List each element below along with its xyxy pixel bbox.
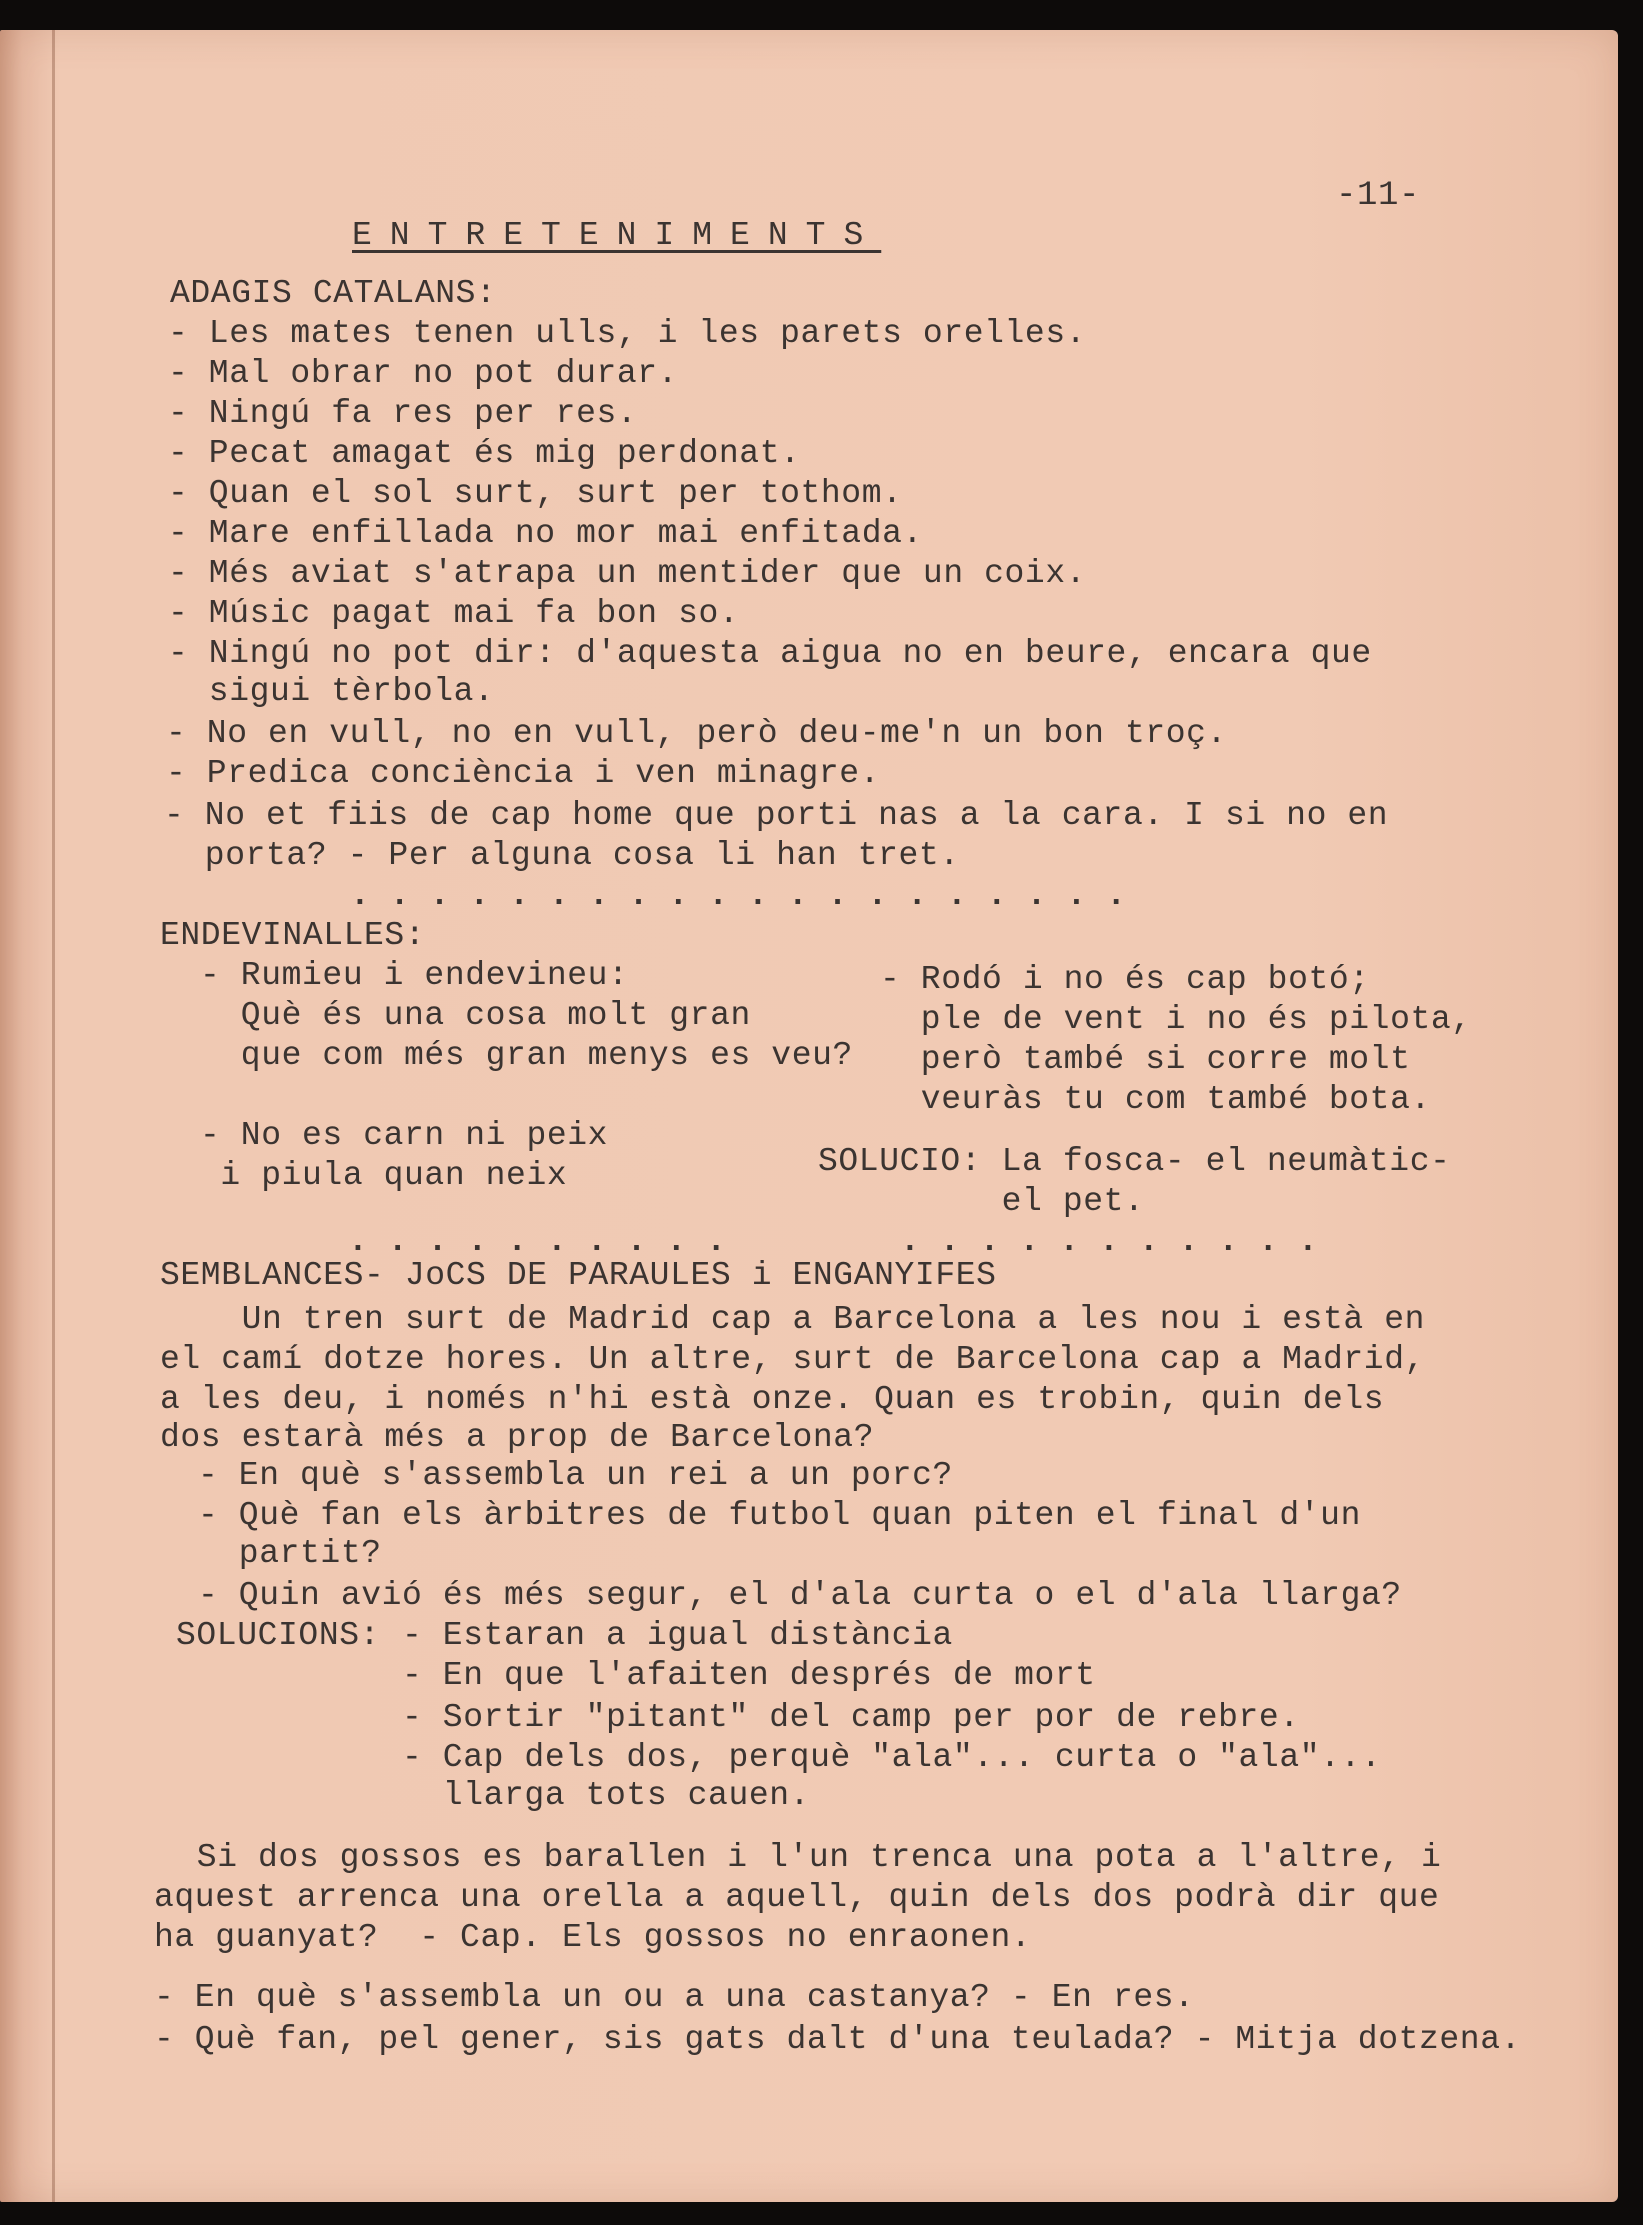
joke-line: - En què s'assembla un ou a una castanya? - En res. bbox=[154, 1979, 1195, 2016]
binding-gutter bbox=[52, 30, 55, 2202]
paragraph-line: ha guanyat? - Cap. Els gossos no enraonen. bbox=[154, 1919, 1032, 1956]
proverb-line: - Mare enfillada no mor mai enfitada. bbox=[168, 515, 923, 552]
section-heading-endevinalles: ENDEVINALLES: bbox=[160, 917, 426, 954]
proverb-line: - No en vull, no en vull, però deu-me'n un bon troç. bbox=[166, 715, 1227, 752]
joke-line: - Què fan, pel gener, sis gats dalt d'una teulada? - Mitja dotzena. bbox=[154, 2021, 1522, 2058]
page-number: -11- bbox=[1336, 177, 1421, 215]
solution-line: llarga tots cauen. bbox=[402, 1777, 811, 1814]
riddle-line: Què és una cosa molt gran bbox=[200, 997, 751, 1034]
question-line: - En què s'assembla un rei a un porc? bbox=[198, 1457, 953, 1494]
proverb-line: - Les mates tenen ulls, i les parets orelles. bbox=[168, 315, 1087, 352]
solution-line: - Cap dels dos, perquè "ala"... curta o "ala"... bbox=[402, 1739, 1382, 1776]
riddle-solution: el pet. bbox=[818, 1183, 1145, 1220]
proverb-line: sigui tèrbola. bbox=[168, 673, 495, 710]
separator-dots: .......... bbox=[348, 1223, 747, 1260]
proverb-line: - Pecat amagat és mig perdonat. bbox=[168, 435, 801, 472]
paragraph-line: dos estarà més a prop de Barcelona? bbox=[160, 1419, 875, 1456]
riddle-line: - No es carn ni peix bbox=[200, 1117, 609, 1154]
riddle-line: - Rodó i no és cap botó; bbox=[880, 961, 1370, 998]
proverb-line: - Ningú no pot dir: d'aquesta aigua no en beure, encara que bbox=[168, 635, 1372, 672]
riddle-line: que com més gran menys es veu? bbox=[200, 1037, 853, 1074]
proverb-line: - Músic pagat mai fa bon so. bbox=[168, 595, 740, 632]
riddle-solution: SOLUCIO: La fosca- el neumàtic- bbox=[818, 1143, 1451, 1180]
question-line: partit? bbox=[198, 1535, 382, 1572]
riddle-line: i piula quan neix bbox=[200, 1157, 568, 1194]
proverb-line: - Quan el sol surt, surt per tothom. bbox=[168, 475, 903, 512]
section-heading-semblances: SEMBLANCES- JoCS DE PARAULES i ENGANYIFES bbox=[160, 1257, 997, 1294]
page-title: ENTRETENIMENTS bbox=[352, 217, 882, 254]
riddle-line: però també si corre molt bbox=[880, 1041, 1411, 1078]
proverb-line: - Mal obrar no pot durar. bbox=[168, 355, 679, 392]
proverb-line: - Predica conciència i ven minagre. bbox=[166, 755, 881, 792]
riddle-line: - Rumieu i endevineu: bbox=[200, 957, 629, 994]
proverb-line: - Més aviat s'atrapa un mentider que un coix. bbox=[168, 555, 1087, 592]
paragraph-line: el camí dotze hores. Un altre, surt de Barcelona cap a Madrid, bbox=[160, 1341, 1425, 1378]
paragraph-line: a les deu, i només n'hi està onze. Quan es trobin, quin dels bbox=[160, 1381, 1385, 1418]
section-heading-adagis: ADAGIS CATALANS: bbox=[170, 275, 497, 312]
solution-line: - Estaran a igual distància bbox=[402, 1617, 953, 1654]
question-line: - Quin avió és més segur, el d'ala curta o el d'ala llarga? bbox=[198, 1577, 1402, 1614]
proverb-line: - No et fiis de cap home que porti nas a la cara. I si no en bbox=[164, 797, 1389, 834]
separator-dots: .................... bbox=[350, 877, 1147, 914]
solution-line: - Sortir "pitant" del camp per por de rebre. bbox=[402, 1699, 1300, 1736]
proverb-line: - Ningú fa res per res. bbox=[168, 395, 638, 432]
riddle-line: ple de vent i no és pilota, bbox=[880, 1001, 1472, 1038]
proverb-line: porta? - Per alguna cosa li han tret. bbox=[164, 837, 960, 874]
question-line: - Què fan els àrbitres de futbol quan piten el final d'un bbox=[198, 1497, 1361, 1534]
solution-line: - En que l'afaiten després de mort bbox=[402, 1657, 1096, 1694]
paragraph-line: aquest arrenca una orella a aquell, quin dels dos podrà dir que bbox=[154, 1879, 1440, 1916]
riddle-line: veuràs tu com també bota. bbox=[880, 1081, 1431, 1118]
separator-dots: ........... bbox=[900, 1223, 1338, 1260]
paragraph-line: Un tren surt de Madrid cap a Barcelona a les nou i està en bbox=[160, 1301, 1425, 1338]
paragraph-line: Si dos gossos es barallen i l'un trenca una pota a l'altre, i bbox=[156, 1839, 1442, 1876]
solutions-label: SOLUCIONS: bbox=[176, 1617, 381, 1654]
